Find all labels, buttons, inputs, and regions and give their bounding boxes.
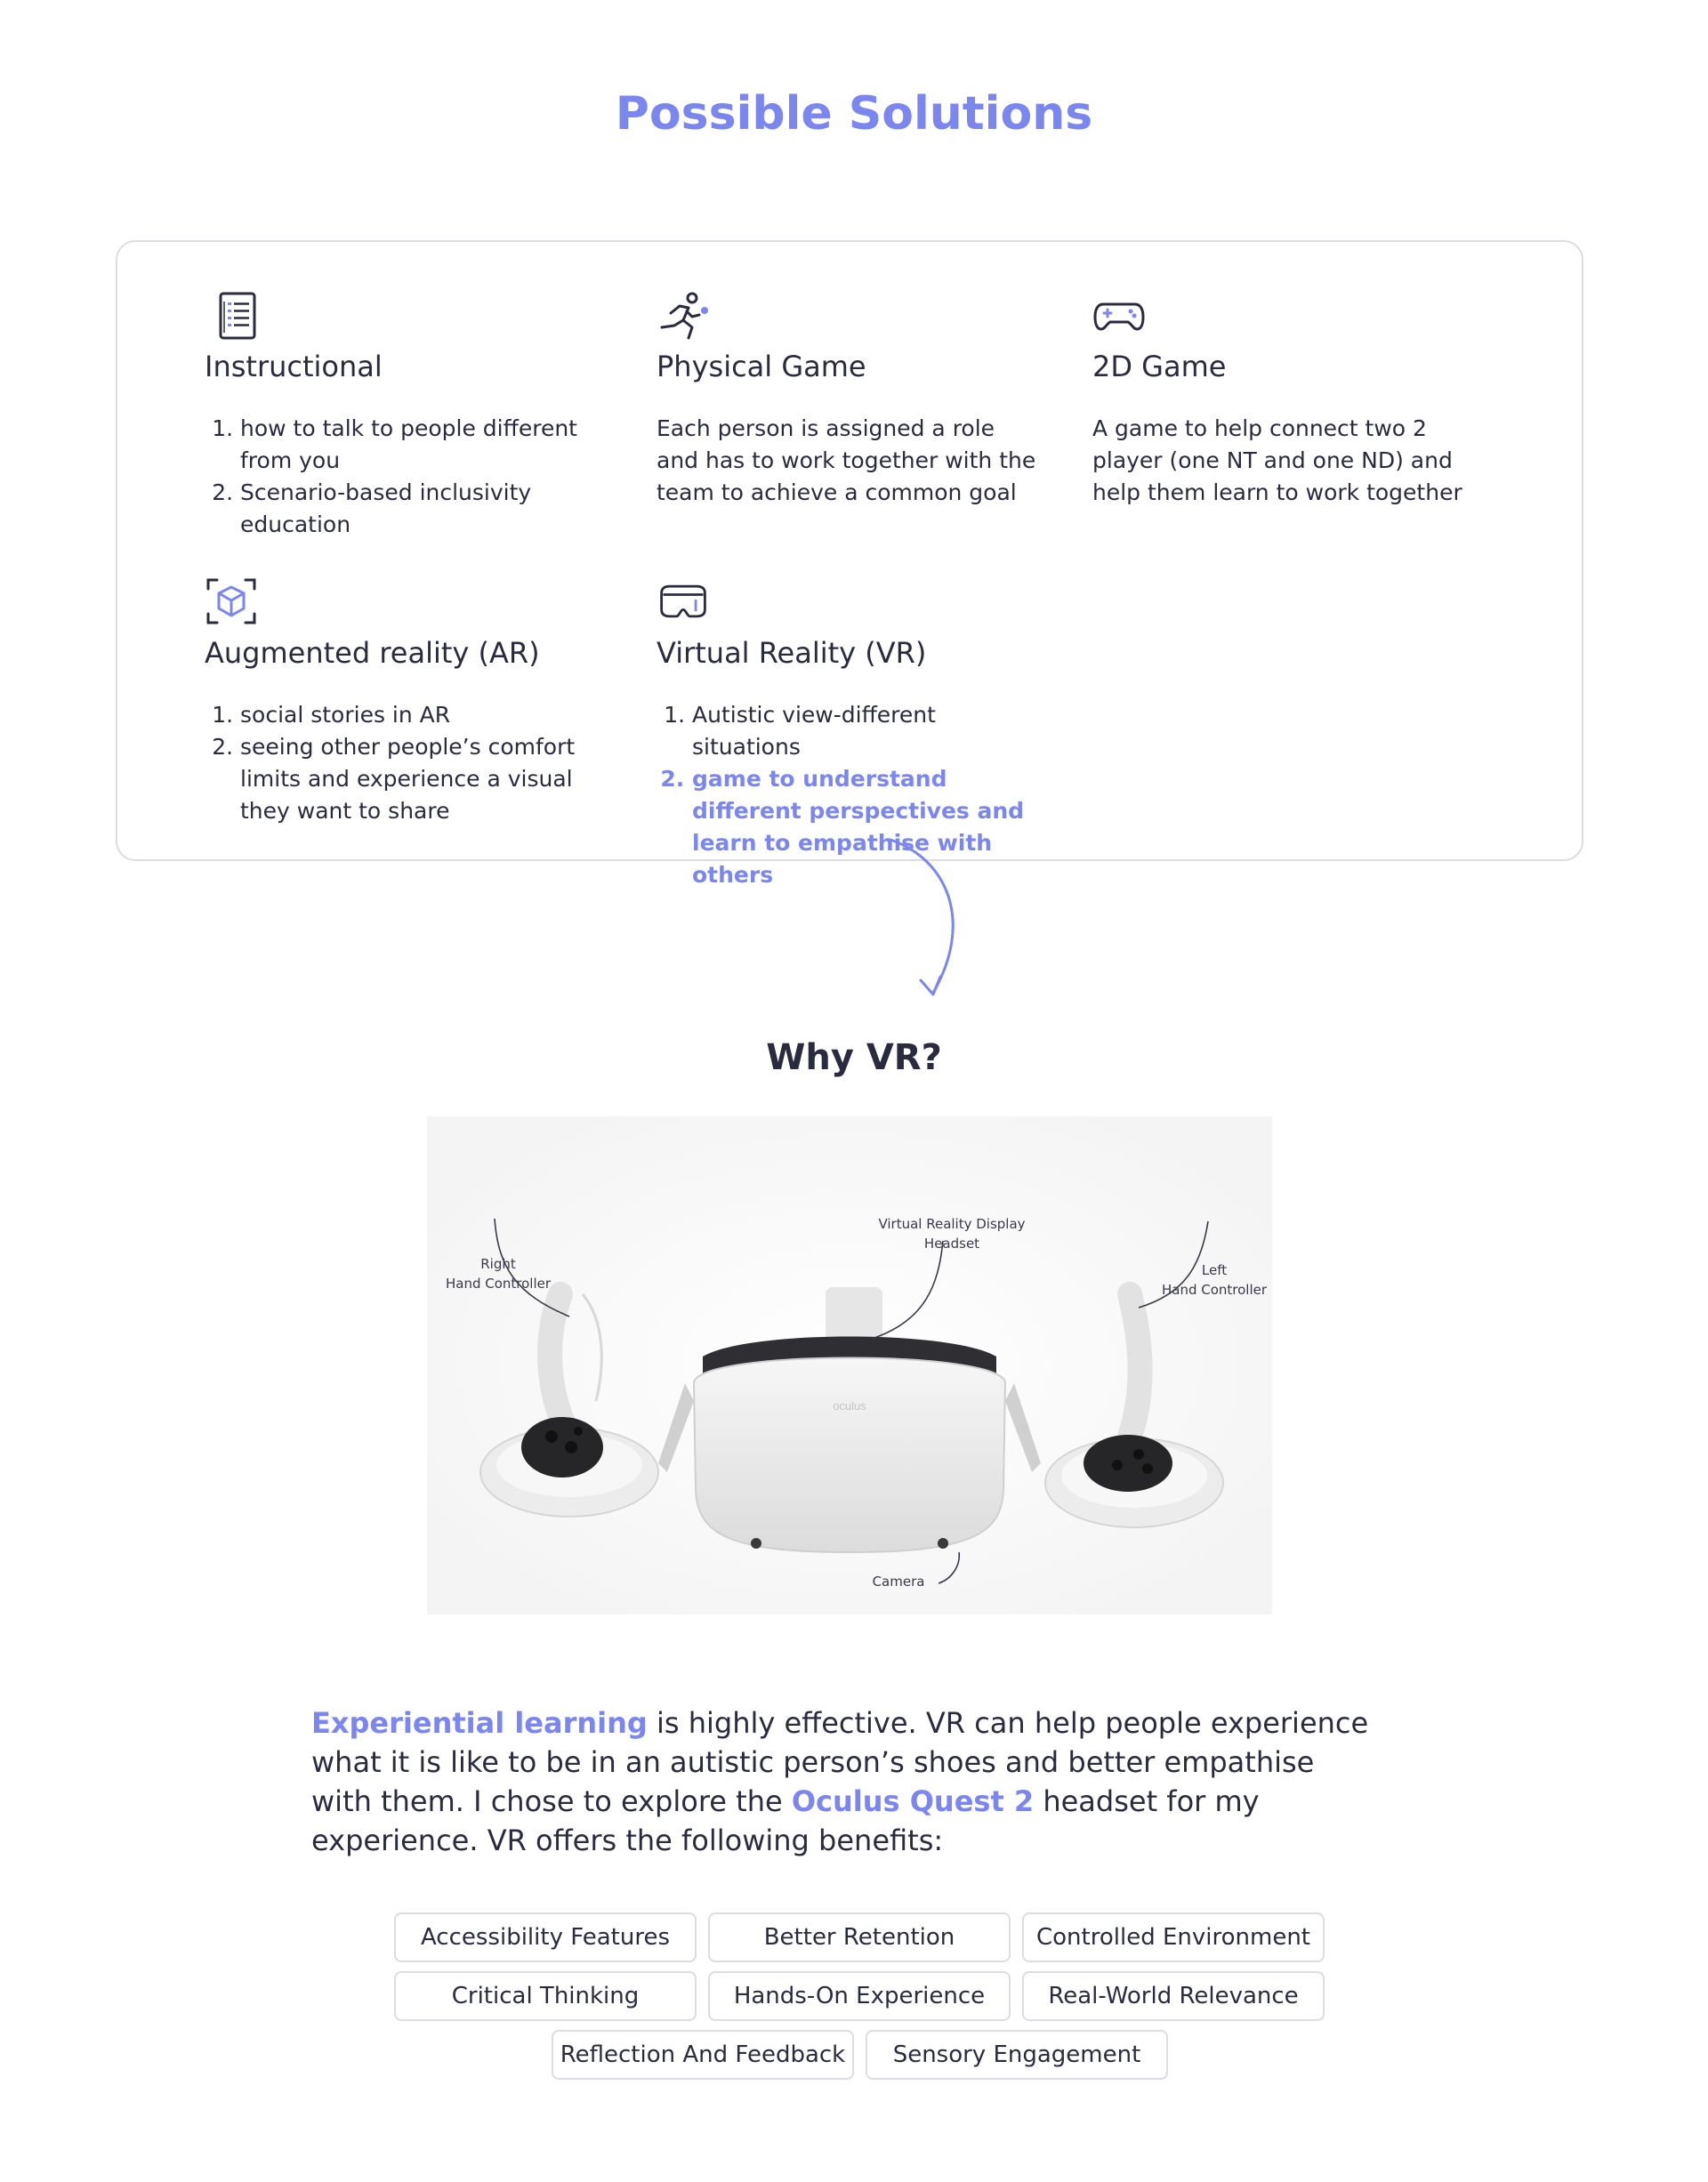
solution-list <box>205 413 587 541</box>
document-list-icon <box>212 288 265 342</box>
solution-title: Physical Game <box>657 350 866 383</box>
label-right-controller: Right Hand Controller <box>445 1256 552 1292</box>
benefit-tag: Sensory Engagement <box>866 2030 1168 2080</box>
oculus-quest-link: Oculus Quest 2 <box>791 1784 1035 1818</box>
solution-list <box>657 699 1048 891</box>
ar-cube-icon <box>205 575 258 628</box>
list-item-highlight: 2. game to understand different perspectives and learn to empathise with others <box>692 763 1048 891</box>
solution-2d-game <box>1092 288 1502 509</box>
solutions-card <box>116 240 1583 888</box>
list-item: 1. social stories in AR <box>240 699 605 731</box>
vr-headset-icon <box>657 575 710 628</box>
list-item: 1. how to talk to people different from you <box>240 413 587 477</box>
benefit-tag: Real-World Relevance <box>1022 1971 1325 2021</box>
intro-paragraph <box>311 1703 1379 1860</box>
list-item: 1. Autistic view-different situations <box>692 699 1048 763</box>
oculus-quest-illustration <box>427 1116 1272 1614</box>
running-person-icon <box>657 288 710 342</box>
list-item: 2. seeing other people’s comfort limits and experience a visual they want to share <box>240 731 605 827</box>
label-left-controller: Left Hand Controller <box>1161 1262 1268 1298</box>
solution-list <box>205 699 605 827</box>
gamepad-icon <box>1092 288 1146 342</box>
brand-mark: oculus <box>833 1399 866 1413</box>
solution-ar <box>205 575 605 827</box>
solution-title: 2D Game <box>1092 350 1227 383</box>
benefit-tag: Better Retention <box>708 1912 1011 1962</box>
solution-description: Each person is assigned a role and has to work together with the team to achieve a common goal <box>657 415 1036 505</box>
page-title: Possible Solutions <box>615 87 1093 141</box>
intro-text-2: headset for my experience. VR offers the following benefits: <box>311 1784 1260 1857</box>
solution-description: A game to help connect two 2 player (one NT and one ND) and help them learn to work together <box>1092 415 1462 505</box>
why-vr-title: Why VR? <box>766 1037 942 1078</box>
solution-physical-game <box>657 288 1039 509</box>
solution-instructional <box>205 288 587 541</box>
solution-vr <box>657 575 1048 891</box>
experiential-learning-link: Experiential learning <box>311 1706 648 1740</box>
list-item: 2. Scenario-based inclusivity education <box>240 477 587 541</box>
benefit-tag: Hands-On Experience <box>708 1971 1011 2021</box>
solution-title: Instructional <box>205 350 383 383</box>
oculus-quest-photo <box>427 1116 1272 1614</box>
benefit-tag: Reflection And Feedback <box>552 2030 854 2080</box>
label-headset: Virtual Reality Display Headset <box>878 1216 1026 1252</box>
curved-arrow-icon <box>876 833 974 1010</box>
intro-text-1: is highly effective. VR can help people experience what it is like to be in an autistic person’s shoes and better empathise with them. I chose to explore the <box>311 1706 1369 1818</box>
benefit-tag: Controlled Environment <box>1022 1912 1325 1962</box>
benefit-tag: Accessibility Features <box>394 1912 697 1962</box>
benefit-tag: Critical Thinking <box>394 1971 697 2021</box>
label-camera: Camera <box>872 1574 925 1590</box>
solution-title: Augmented reality (AR) <box>205 636 540 670</box>
solution-title: Virtual Reality (VR) <box>657 636 927 670</box>
